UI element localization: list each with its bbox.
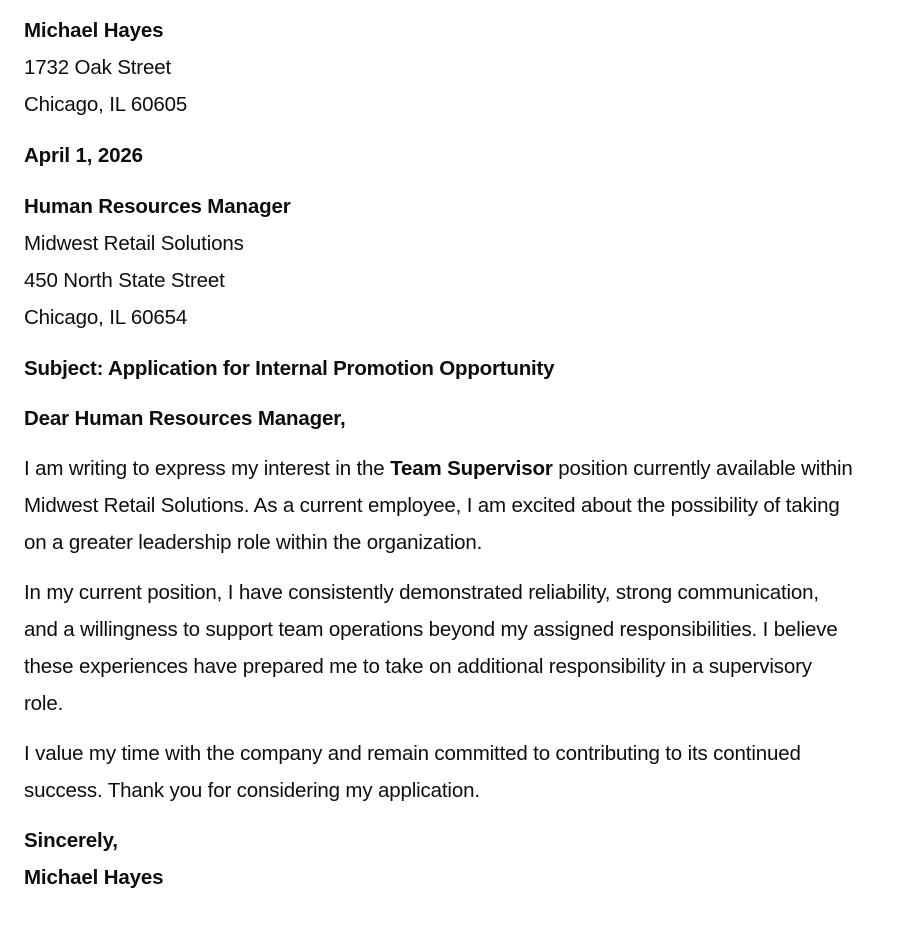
body-paragraph-1 [24, 450, 854, 561]
body-paragraph-2: In my current position, I have consistently demonstrated reliability, strong communication, and a willingness to support team operations beyond my assigned responsibilities. I believe these experiences have prepared me to take on additional responsibility in a supervisory role. [24, 581, 838, 715]
subject-line: Subject: Application for Internal Promotion Opportunity [24, 357, 555, 380]
recipient-company: Midwest Retail Solutions [24, 232, 244, 255]
spacer [24, 387, 870, 400]
spacer [24, 722, 870, 735]
recipient-city-state-zip: Chicago, IL 60654 [24, 306, 188, 329]
letter-date: April 1, 2026 [24, 144, 143, 167]
body-paragraph-3: I value my time with the company and remain committed to contributing to its continued success. Thank you for considering my application. [24, 742, 801, 802]
paragraph-1-text-after: position currently available within Midwest Retail Solutions. As a current employee, I am excited about the possibility of taking on a greater leadership role within the organization. [24, 457, 853, 554]
paragraph-1-text-before: I am writing to express my interest in the [24, 457, 391, 480]
spacer [24, 437, 870, 450]
sender-name: Michael Hayes [24, 19, 164, 42]
spacer [24, 174, 870, 188]
recipient-title: Human Resources Manager [24, 195, 291, 218]
recipient-address-block [24, 188, 870, 336]
signature-name: Michael Hayes [24, 866, 164, 889]
job-title-emphasis: Team Supervisor [390, 457, 553, 480]
spacer [24, 561, 870, 574]
spacer [24, 809, 870, 822]
closing-block [24, 822, 870, 896]
valediction: Sincerely, [24, 829, 118, 852]
salutation: Dear Human Resources Manager, [24, 407, 346, 430]
sender-city-state-zip: Chicago, IL 60605 [24, 93, 188, 116]
recipient-street: 450 North State Street [24, 269, 225, 292]
spacer [24, 336, 870, 350]
spacer [24, 123, 870, 137]
sender-address-block [24, 12, 870, 123]
sender-street: 1732 Oak Street [24, 56, 172, 79]
